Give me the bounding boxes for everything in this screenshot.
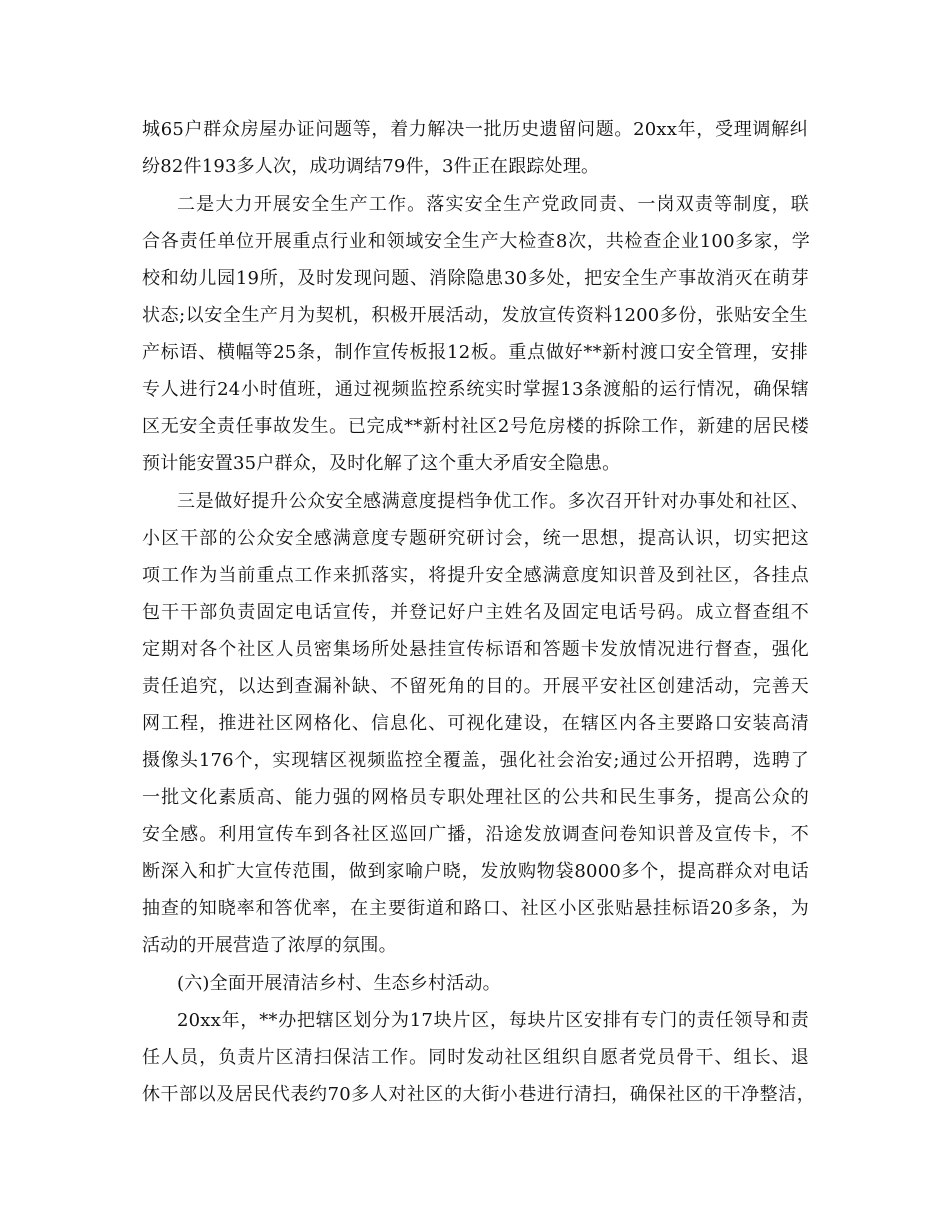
text-line: 活动的开展营造了浓厚的氛围。 [142, 935, 397, 956]
text-line: 产标语、横幅等25条，制作宣传板报12板。重点做好**新村渡口安全管理，安排 [142, 342, 808, 363]
text-line: 专人进行24小时值班，通过视频监控系统实时掌握13条渡船的运行情况，确保辖 [142, 379, 809, 400]
text-line: 三是做好提升公众安全感满意度提档争优工作。多次召开针对办事处和社区、 [177, 491, 809, 512]
text-line: 区无安全责任事故发生。已完成**新村社区2号危房楼的拆除工作，新建的居民楼 [142, 416, 809, 437]
text-line: 20xx年，**办把辖区划分为17块片区，每块片区安排有专门的责任领导和责 [177, 1010, 809, 1031]
text-line: 城65户群众房屋办证问题等，着力解决一批历史遗留问题。20xx年，受理调解纠 [142, 119, 808, 140]
text-line: 责任追究，以达到查漏补缺、不留死角的目的。开展平安社区创建活动，完善天 [142, 676, 809, 697]
text-line: 校和幼儿园19所，及时发现问题、消除隐患30多处，把安全生产事故消灭在萌芽 [142, 268, 809, 289]
text-line: 预计能安置35户群众，及时化解了这个重大矛盾安全隐患。 [142, 453, 621, 474]
section-heading: (六)全面开展清洁乡村、生态乡村活动。 [177, 973, 501, 994]
text-line: 包干干部负责固定电话宣传，并登记好户主姓名及固定电话号码。成立督查组不 [142, 602, 809, 623]
text-line: 任人员，负责片区清扫保洁工作。同时发动社区组织自愿者党员骨干、组长、退 [142, 1047, 809, 1068]
text-line: 断深入和扩大宣传范围，做到家喻户晓，发放购物袋8000多个，提高群众对电话 [142, 861, 809, 882]
text-line: 定期对各个社区人员密集场所处悬挂宣传标语和答题卡发放情况进行督查，强化 [142, 639, 809, 660]
text-line: 安全感。利用宣传车到各社区巡回广播，沿途发放调查问卷知识普及宣传卡，不 [142, 824, 809, 845]
text-line: 网工程，推进社区网格化、信息化、可视化建设，在辖区内各主要路口安装高清 [142, 713, 809, 734]
text-line: 小区干部的公众安全感满意度专题研究研讨会，统一思想，提高认识，切实把这 [142, 528, 809, 549]
text-line: 合各责任单位开展重点行业和领域安全生产大检查8次，共检查企业100多家，学 [142, 231, 810, 252]
text-line: 休干部以及居民代表约70多人对社区的大街小巷进行清扫，确保社区的干净整洁， [142, 1084, 815, 1105]
text-line: 项工作为当前重点工作来抓落实，将提升安全感满意度知识普及到社区，各挂点 [142, 565, 809, 586]
text-line: 抽查的知晓率和答优率，在主要街道和路口、社区小区张贴悬挂标语20多条，为 [142, 898, 809, 919]
text-line: 纷82件193多人次，成功调结79件，3件正在跟踪处理。 [142, 156, 600, 177]
text-line: 一批文化素质高、能力强的网格员专职处理社区的公共和民生事务，提高公众的 [142, 787, 809, 808]
text-line: 摄像头176个，实现辖区视频监控全覆盖，强化社会治安;通过公开招聘，选聘了 [142, 750, 809, 771]
text-line: 状态;以安全生产月为契机，积极开展活动，发放宣传资料1200多份，张贴安全生 [142, 305, 808, 326]
text-line: 二是大力开展安全生产工作。落实安全生产党政同责、一岗双责等制度，联 [177, 194, 809, 215]
